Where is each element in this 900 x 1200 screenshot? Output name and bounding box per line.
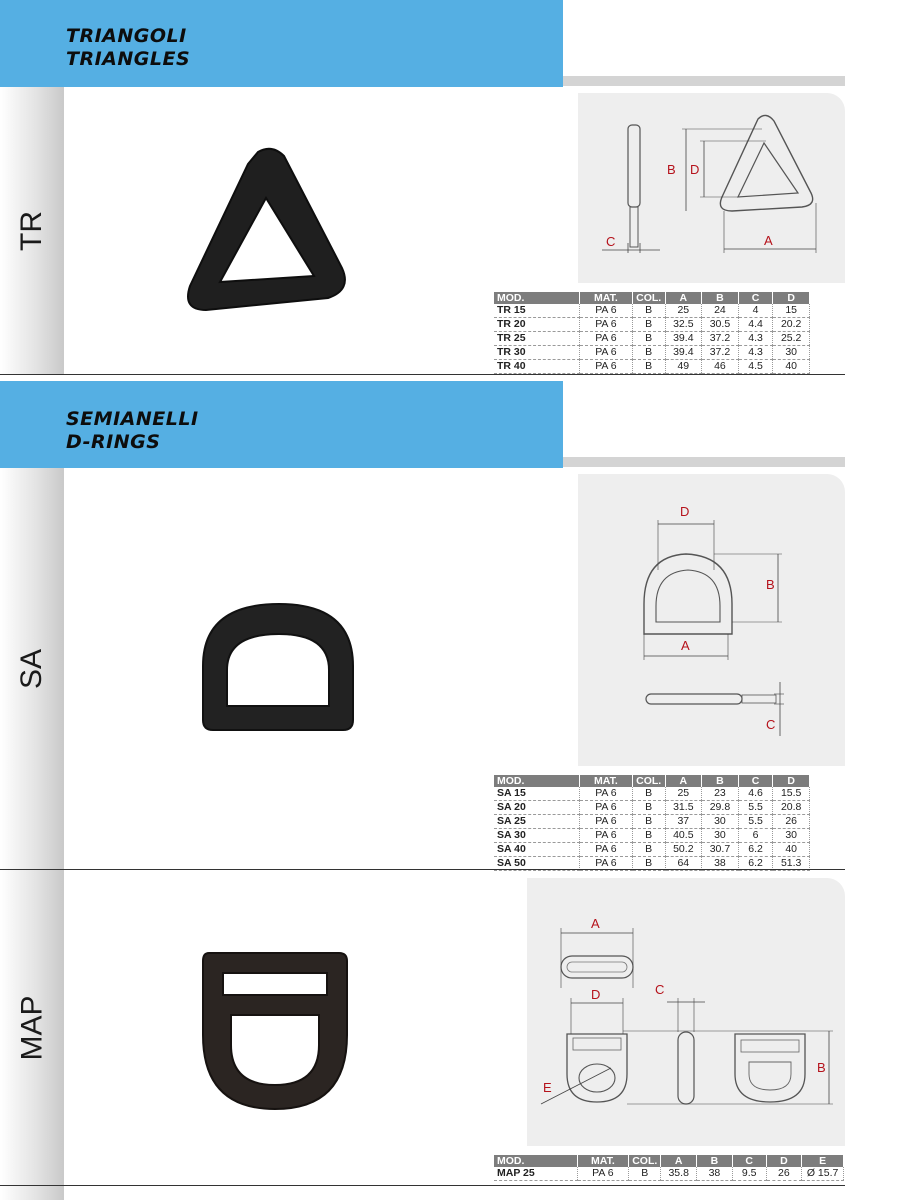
dim-label-c: C <box>606 234 616 249</box>
dim-label-c: C <box>655 982 665 997</box>
col-header-col: COL. <box>629 1155 661 1167</box>
col-header-d: D <box>773 292 810 304</box>
section-divider <box>0 869 845 870</box>
dim-label-b: B <box>817 1060 826 1075</box>
section-divider <box>0 1185 845 1186</box>
section-title-en: TRIANGLES <box>66 48 191 70</box>
col-header-b: B <box>702 292 739 304</box>
section-title-en: D-RINGS <box>66 431 161 453</box>
dim-label-e: E <box>543 1080 552 1095</box>
table-row: TR 30 PA 6 B 39.4 37.2 4.3 30 <box>494 346 810 360</box>
table-row: SA 15 PA 6 B 25 23 4.6 15.5 <box>494 787 810 801</box>
map-ring-shape <box>203 953 347 1109</box>
col-header-b: B <box>697 1155 733 1167</box>
col-header-mod: MOD. <box>494 1155 577 1167</box>
col-header-b: B <box>702 775 739 787</box>
spec-table-d-rings <box>494 775 810 871</box>
map-top-profile <box>561 956 633 978</box>
col-header-mod: MOD. <box>494 775 579 787</box>
d-ring-dimension-drawing <box>578 474 845 766</box>
dim-label-d: D <box>690 162 700 177</box>
product-code-tr: TR <box>15 210 48 251</box>
table-row: SA 25 PA 6 B 37 30 5.5 26 <box>494 815 810 829</box>
col-header-col: COL. <box>632 775 665 787</box>
triangle-dimension-drawing <box>578 93 845 283</box>
dim-label-c: C <box>766 717 776 732</box>
section-header-triangles <box>0 0 563 87</box>
dim-label-b: B <box>667 162 676 177</box>
dim-label-d: D <box>591 987 601 1002</box>
d-ring-shape <box>203 604 353 730</box>
section-header-d-rings <box>0 381 563 468</box>
map-side-profile <box>678 1032 694 1104</box>
triangle-side-profile <box>628 125 640 207</box>
table-row: TR 40 PA 6 B 49 46 4.5 40 <box>494 360 810 374</box>
map-back-outline <box>735 1034 805 1102</box>
col-header-c: C <box>732 1155 766 1167</box>
map-dimension-drawing <box>527 878 845 1146</box>
triangle-ring-shape <box>188 149 345 310</box>
table-header-row <box>494 1155 844 1167</box>
col-header-mat: MAT. <box>579 775 632 787</box>
table-row: SA 50 PA 6 B 64 38 6.2 51.3 <box>494 857 810 871</box>
triangle-ring-photo <box>180 140 355 320</box>
table-row: SA 30 PA 6 B 40.5 30 6 30 <box>494 829 810 843</box>
col-header-a: A <box>665 292 702 304</box>
col-header-a: A <box>665 775 702 787</box>
product-code-map: MAP <box>15 995 49 1061</box>
col-header-mat: MAT. <box>579 292 632 304</box>
header-divider-bar <box>563 457 845 467</box>
table-row: SA 40 PA 6 B 50.2 30.7 6.2 40 <box>494 843 810 857</box>
map-ring-photo <box>195 945 355 1115</box>
section-divider <box>0 374 845 375</box>
d-ring-side-profile <box>646 694 742 704</box>
dim-label-d: D <box>680 504 690 519</box>
col-header-e: E <box>802 1155 844 1167</box>
header-divider-bar <box>563 76 845 86</box>
table-row: SA 20 PA 6 B 31.5 29.8 5.5 20.8 <box>494 801 810 815</box>
table-row: TR 25 PA 6 B 39.4 37.2 4.3 25.2 <box>494 332 810 346</box>
col-header-c: C <box>738 775 773 787</box>
product-code-sa: SA <box>15 648 48 690</box>
col-header-col: COL. <box>632 292 665 304</box>
table-row: TR 20 PA 6 B 32.5 30.5 4.4 20.2 <box>494 318 810 332</box>
dim-label-a: A <box>764 233 773 248</box>
col-header-mat: MAT. <box>577 1155 629 1167</box>
triangle-front-outline <box>720 115 812 211</box>
table-row: TR 15 PA 6 B 25 24 4 15 <box>494 304 810 318</box>
dim-label-b: B <box>766 577 775 592</box>
spec-table-triangles <box>494 292 810 374</box>
col-header-a: A <box>661 1155 697 1167</box>
col-header-d: D <box>773 775 810 787</box>
dim-label-a: A <box>591 916 600 931</box>
section-title-it: TRIANGOLI <box>66 25 187 47</box>
col-header-d: D <box>766 1155 802 1167</box>
col-header-mod: MOD. <box>494 292 579 304</box>
table-header-row <box>494 292 810 304</box>
d-ring-photo <box>195 598 361 734</box>
col-header-c: C <box>738 292 773 304</box>
dim-label-a: A <box>681 638 690 653</box>
spec-table-map <box>494 1155 844 1181</box>
section-title-it: SEMIANELLI <box>66 408 199 430</box>
table-row: MAP 25 PA 6 B 35.8 38 9.5 26 Ø 15.7 <box>494 1167 844 1181</box>
table-header-row <box>494 775 810 787</box>
